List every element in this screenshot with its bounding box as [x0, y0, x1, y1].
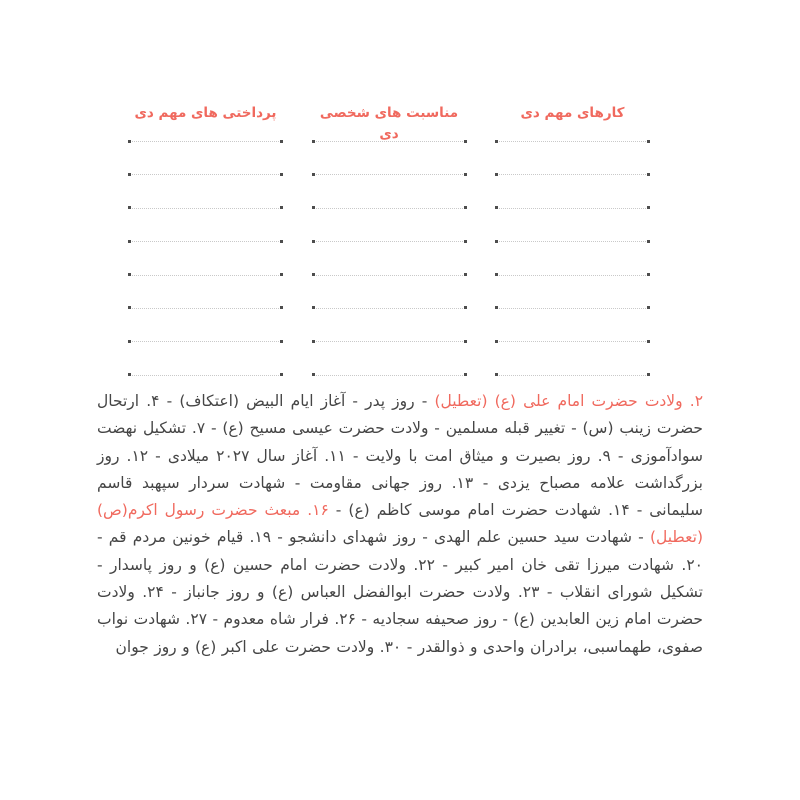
writing-line-row — [128, 276, 283, 309]
writing-line-row — [312, 242, 467, 275]
writing-line-row — [312, 142, 467, 175]
writing-line-row — [495, 142, 650, 175]
writing-line-row — [128, 342, 283, 375]
writing-line-row — [495, 309, 650, 342]
planner-column-important-tasks — [495, 103, 650, 376]
writing-line-row — [128, 175, 283, 208]
writing-line-row — [128, 309, 283, 342]
writing-line-row — [312, 309, 467, 342]
occasion-segment: - شهادت سید حسین علم الهدی - روز شهدای دانشجو - ۱۹. قیام خونین مردم قم - ۲۰. شهادت میرزا تقی خان امیر کبیر - ۲۲. ولادت حضرت امام حسین (ع) و روز پاسدار - تشکیل شورای انقلاب - ۲۳. ولادت حضرت ابوالفضل العباس (ع) و روز جانباز - ۲۴. ولادت حضرت امام زین العابدین (ع) - روز صحیفه سجادیه - ۲۶. فرار شاه معدوم - ۲۷. شهادت نواب صفوی، طهماسبی، برادران واحدی و ذوالقدر - ۳۰. ولادت حضرت علی اکبر (ع) و روز جوان — [97, 528, 703, 656]
writing-line-row — [495, 342, 650, 375]
planner-columns — [0, 103, 800, 376]
writing-line-row — [495, 276, 650, 309]
writing-line-row — [128, 209, 283, 242]
writing-line-row — [312, 175, 467, 208]
writing-line-row — [312, 342, 467, 375]
writing-line-row — [495, 175, 650, 208]
occasion-segment: - روز پدر - آغاز ایام البیض (اعتکاف) - ۴. ارتحال حضرت زینب (س) - تغییر قبله مسلمین - ولادت حضرت عیسی مسیح (ع) - ۷. تشکیل نهضت سوادآموزی - ۹. روز بصیرت و میثاق امت با ولایت - ۱۱. آغاز سال ۲۰۲۷ میلادی - ۱۲. روز بزرگداشت علامه مصباح یزدی - ۱۳. روز جهانی مقاومت - شهادت سردار سپهبد قاسم سلیمانی - ۱۴. شهادت حضرت امام موسی کاظم (ع) - — [97, 392, 704, 520]
column-header-important-tasks: کارهای مهم دی — [520, 105, 625, 121]
writing-line-row — [312, 124, 467, 142]
planner-column-personal-occasions — [312, 103, 467, 376]
dotted-ruled-line — [130, 375, 281, 376]
dotted-ruled-line — [497, 375, 648, 376]
dotted-ruled-line — [314, 375, 465, 376]
writing-line-row — [495, 242, 650, 275]
writing-line-row — [495, 209, 650, 242]
writing-line-row — [128, 142, 283, 175]
writing-line-row — [128, 124, 283, 142]
writing-line-row — [495, 124, 650, 142]
writing-line-row — [128, 242, 283, 275]
column-header-important-payments: پرداختی های مهم دی — [134, 105, 277, 121]
occasions-paragraph — [97, 388, 703, 661]
column-header-personal-occasions: مناسبت های شخصی دی — [319, 105, 459, 142]
occasion-segment-holiday: ۲. ولادت حضرت امام علی (ع) (تعطیل) — [434, 392, 704, 410]
planner-column-important-payments — [128, 103, 283, 376]
writing-line-row — [312, 276, 467, 309]
occasion-segment-holiday: ۱۶. مبعث حضرت رسول اکرم(ص) (تعطیل) — [97, 501, 703, 547]
writing-line-row — [312, 209, 467, 242]
